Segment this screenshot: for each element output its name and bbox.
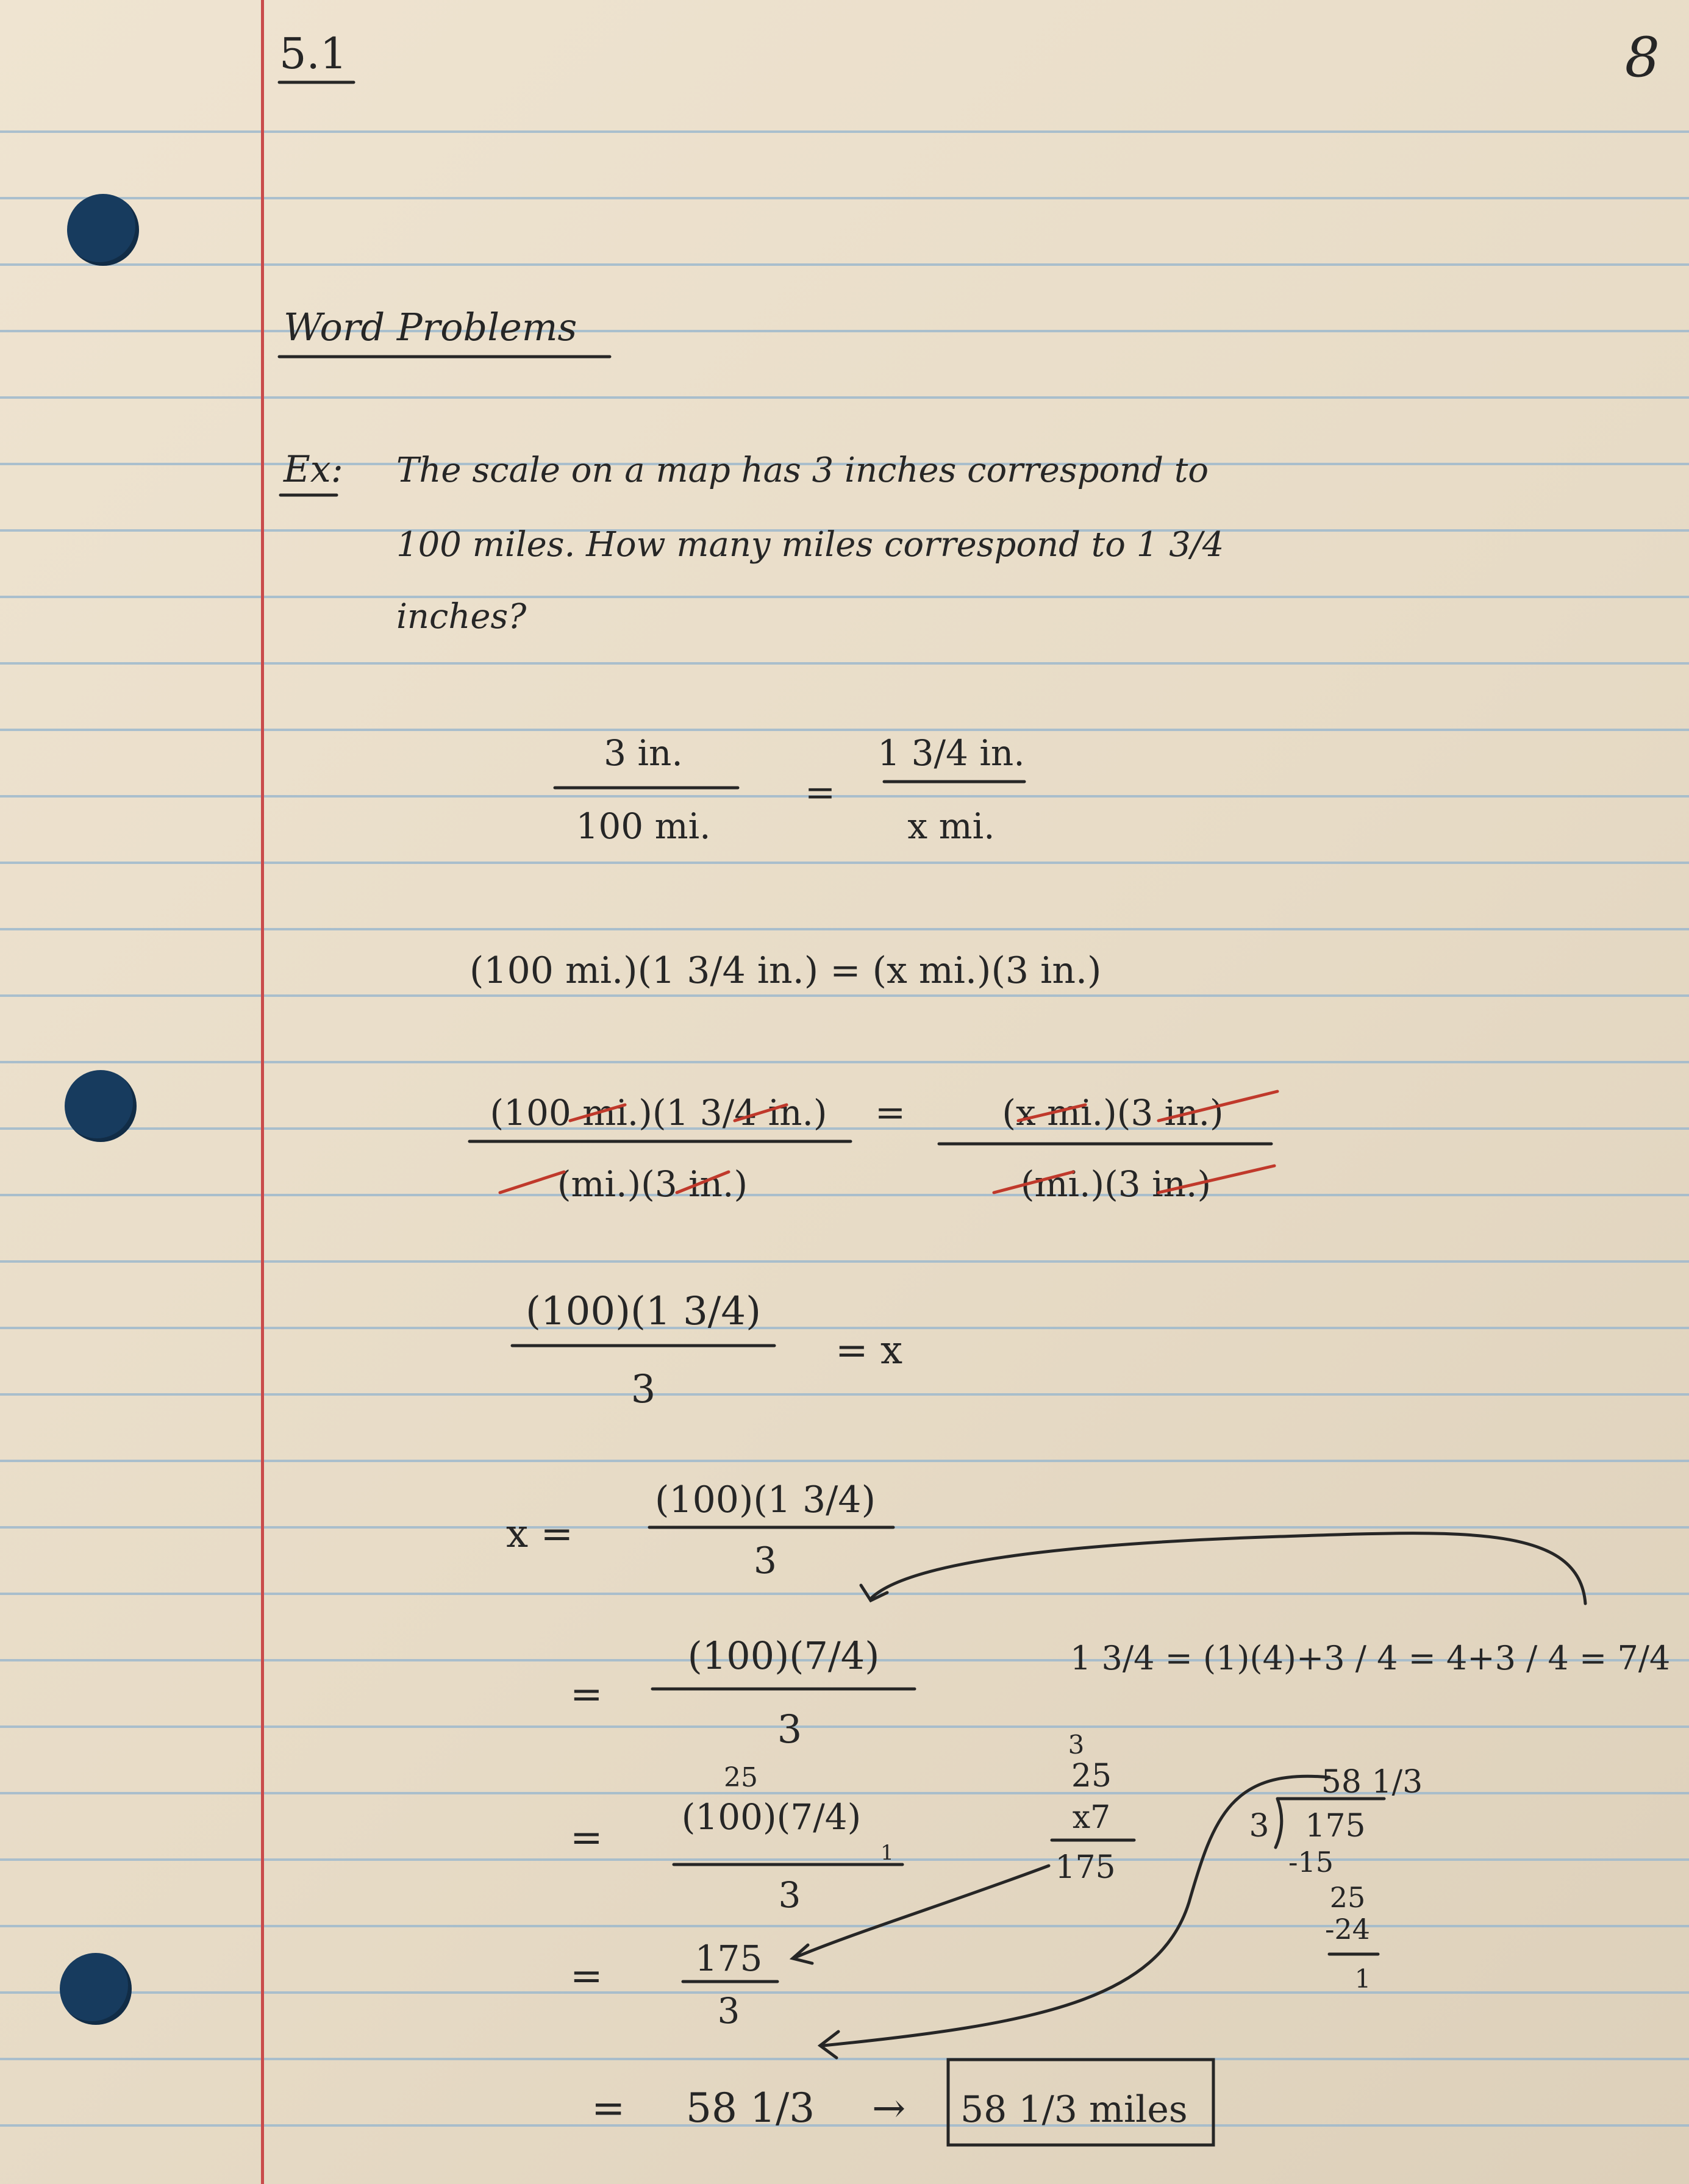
- step7-numerator: (100)(7/4): [681, 1796, 862, 1838]
- step3-left-denominator: (mi.)(3 in.): [557, 1163, 748, 1205]
- section-label: 5.1: [279, 29, 348, 79]
- final-answer: 58 1/3 miles: [960, 2088, 1188, 2131]
- step7-equals: =: [570, 1815, 603, 1860]
- mixed-number-conversion: 1 3/4 = (1)(4)+3 / 4 = 4+3 / 4 = 7/4: [1070, 1639, 1671, 1677]
- multiply-top: 25: [1071, 1758, 1112, 1794]
- step3-left-numerator: (100 mi.)(1 3/4 in.): [490, 1092, 827, 1133]
- step2-cross-multiply: (100 mi.)(1 3/4 in.) = (x mi.)(3 in.): [470, 949, 1102, 992]
- step8-numerator: 175: [695, 1938, 763, 1979]
- example-line-1: The scale on a map has 3 inches correspond to: [396, 451, 1209, 490]
- step4-numerator: (100)(1 3/4): [525, 1289, 762, 1334]
- step1-right-denominator: x mi.: [907, 805, 995, 847]
- arrow-175: [796, 1866, 1049, 1957]
- step9-equals: =: [591, 2085, 626, 2132]
- step8-equals: =: [570, 1954, 603, 1999]
- multiply-result: 175: [1055, 1849, 1116, 1886]
- page-number: 8: [1624, 26, 1660, 90]
- step3-right-numerator: (x mi.)(3 in.): [1002, 1092, 1224, 1133]
- multiply-times: x7: [1072, 1799, 1111, 1836]
- step6-equals: =: [570, 1672, 603, 1717]
- step7-denominator: 3: [778, 1874, 801, 1916]
- step1-equals: =: [804, 771, 836, 814]
- step1-left-numerator: 3 in.: [604, 732, 683, 774]
- step4-rhs: = x: [835, 1328, 903, 1373]
- division-remainder: 1: [1354, 1964, 1371, 1994]
- step4-denominator: 3: [630, 1367, 656, 1412]
- arrow-substitute: [872, 1533, 1585, 1604]
- step3-right-denominator: (mi.)(3 in.): [1020, 1163, 1212, 1205]
- strike-mi-denominator: [500, 1172, 564, 1193]
- division-step-b: 25: [1329, 1881, 1366, 1914]
- division-dividend: 175: [1305, 1808, 1366, 1844]
- example-label: Ex:: [284, 448, 343, 491]
- step6-numerator: (100)(7/4): [687, 1633, 880, 1678]
- step3-equals: =: [874, 1091, 906, 1134]
- step5-lhs: x =: [506, 1511, 574, 1557]
- step5-denominator: 3: [753, 1540, 777, 1582]
- division-divisor: 3: [1249, 1808, 1269, 1844]
- step7-cancel-top: 25: [724, 1762, 758, 1793]
- multiply-carry: 3: [1068, 1730, 1085, 1760]
- step7-cancel-bottom: 1: [880, 1841, 894, 1865]
- step5-numerator: (100)(1 3/4): [655, 1479, 876, 1521]
- step1-left-denominator: 100 mi.: [576, 805, 711, 847]
- heading: Word Problems: [284, 305, 577, 349]
- step8-denominator: 3: [717, 1990, 740, 2032]
- arrow-substitute-head: [861, 1585, 887, 1601]
- example-line-2: 100 miles. How many miles correspond to 1 3/4: [396, 525, 1224, 565]
- step9-value: 58 1/3: [686, 2085, 815, 2132]
- division-step-a: -15: [1288, 1846, 1334, 1879]
- division-quotient: 58 1/3: [1321, 1764, 1423, 1800]
- example-line-3: inches?: [396, 597, 527, 637]
- step6-denominator: 3: [777, 1707, 802, 1752]
- step9-arrow: →: [872, 2085, 906, 2132]
- step1-right-numerator: 1 3/4 in.: [877, 732, 1025, 774]
- division-step-c: -24: [1324, 1913, 1371, 1946]
